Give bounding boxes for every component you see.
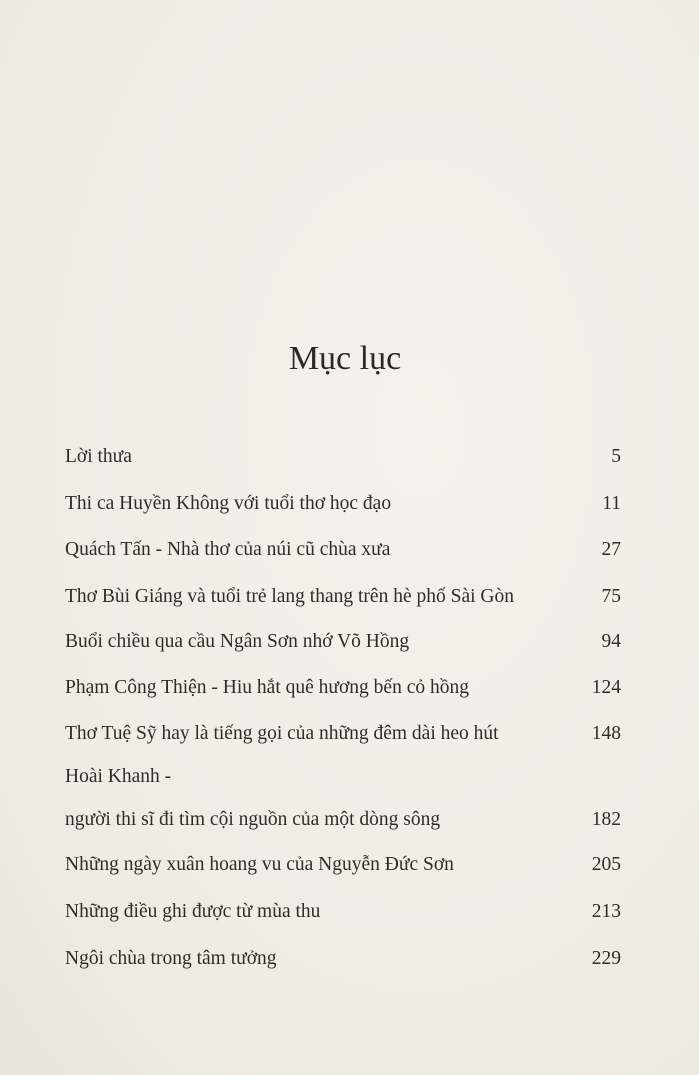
toc-entry-page: 229 [591, 948, 621, 969]
toc-entry-page: 205 [591, 854, 621, 875]
toc-entry-title: Những ngày xuân hoang vu của Nguyễn Đức Sơn [65, 854, 454, 875]
page-title: Mục lục [288, 340, 402, 377]
toc-entry-title: Thi ca Huyền Không với tuổi thơ học đạo [65, 493, 392, 514]
toc-entry-page: 148 [591, 723, 621, 744]
toc-entry [65, 445, 621, 469]
toc-entry-title: Quách Tấn - Nhà thơ của núi cũ chùa xưa [65, 539, 391, 560]
toc-entry-page: 11 [602, 493, 621, 514]
toc-entry [65, 630, 621, 654]
toc-entry [65, 947, 621, 971]
toc-entry [65, 853, 621, 877]
toc-entry-title: người thi sĩ đi tìm cội nguồn của một dòng sông [65, 809, 441, 830]
toc-entry-title: Hoài Khanh - [65, 766, 172, 787]
toc-entry-title: Lời thưa [65, 446, 132, 467]
toc-entry-title: Thơ Tuệ Sỹ hay là tiếng gọi của những đêm dài heo hút [65, 723, 499, 744]
toc-entry [65, 808, 621, 832]
toc-entry-page: 75 [601, 586, 621, 607]
toc-entry [65, 492, 621, 516]
toc-entry-title: Buổi chiều qua cầu Ngân Sơn nhớ Võ Hồng [65, 631, 410, 652]
toc-entry [65, 585, 621, 609]
toc-entry [65, 900, 621, 924]
toc-entry [65, 538, 621, 562]
toc-entry [65, 676, 621, 700]
toc-entry [65, 722, 621, 746]
toc-entry-title: Những điều ghi được từ mùa thu [65, 901, 321, 922]
toc-entry-page: 5 [611, 446, 621, 467]
toc-entry-page: 182 [591, 809, 621, 830]
toc-entry-page: 27 [601, 539, 621, 560]
toc-entry-page: 124 [591, 677, 621, 698]
toc-entry-title: Ngôi chùa trong tâm tưởng [65, 948, 277, 969]
toc-entry [65, 765, 621, 789]
toc-entry-page: 94 [601, 631, 621, 652]
toc-entry-page: 213 [591, 901, 621, 922]
toc-entry-title: Thơ Bùi Giáng và tuổi trẻ lang thang trên hè phố Sài Gòn [65, 586, 514, 607]
toc-entry-title: Phạm Công Thiện - Hiu hắt quê hương bến cỏ hồng [65, 677, 469, 698]
